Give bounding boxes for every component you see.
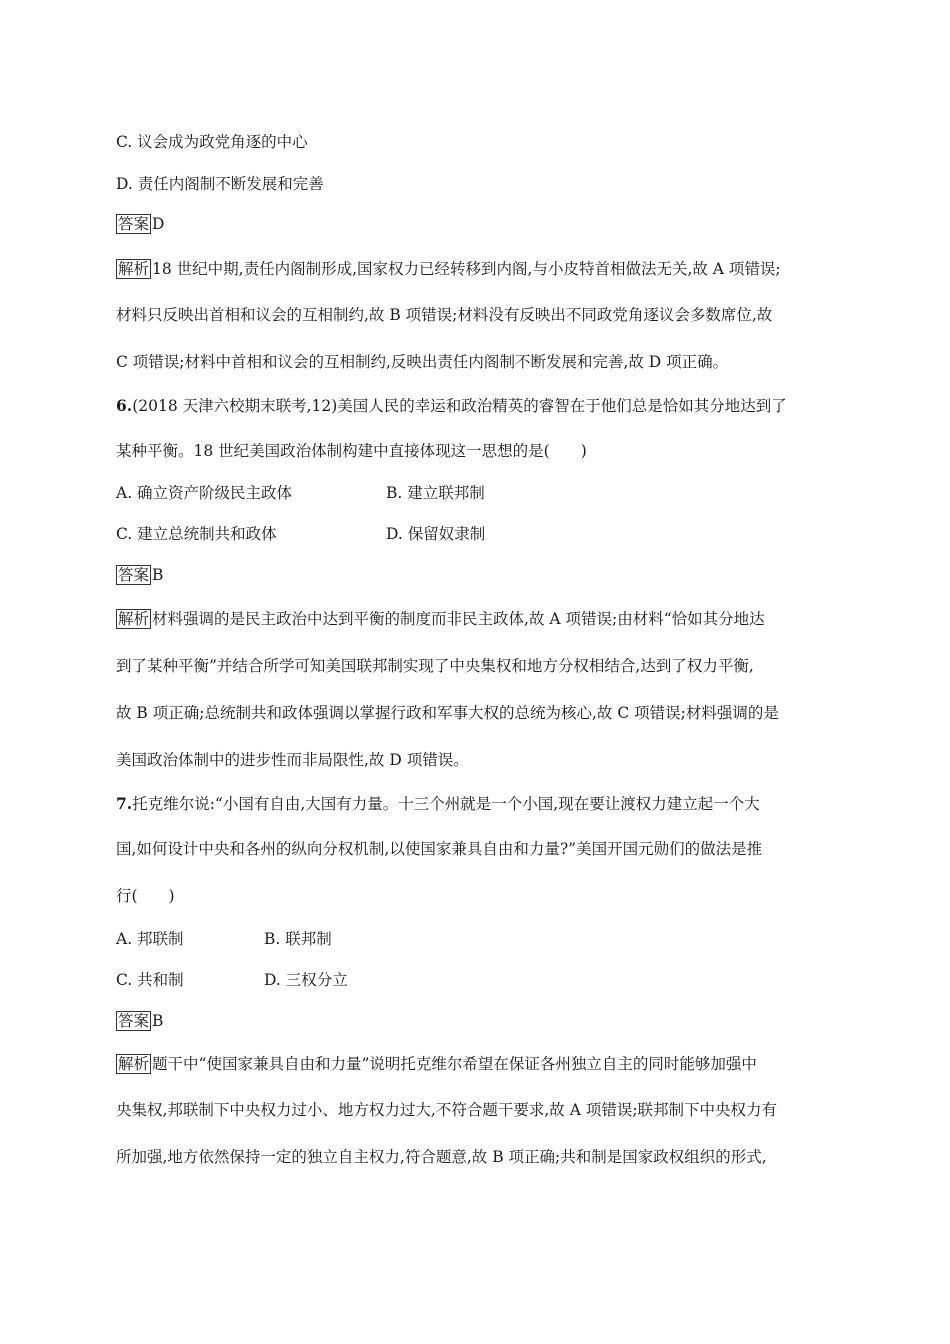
analysis-text: 材料强调的是民主政治中达到平衡的制度而非民主政体,故 A 项错误;由材料“恰如其分地达 xyxy=(152,610,765,628)
q5-answer xyxy=(116,214,164,234)
q7-stem-line-2: 国,如何设计中央和各州的纵向分权机制,以使国家兼具自由和力量?”美国开国元勋们的做法是推 xyxy=(116,840,763,858)
q6-stem-line-2: 某种平衡。18 世纪美国政治体制构建中直接体现这一思想的是( ) xyxy=(116,442,587,460)
answer-value: B xyxy=(152,566,164,584)
q6-option-c: C. 建立总统制共和政体 xyxy=(116,525,277,543)
q5-analysis-line-2: 材料只反映出首相和议会的互相制约,故 B 项错误;材料没有反映出不同政党角逐议会多数席位,故 xyxy=(116,306,773,324)
q6-analysis-line-4: 美国政治体制中的进步性而非局限性,故 D 项错误。 xyxy=(116,751,469,769)
q7-answer xyxy=(116,1011,163,1031)
analysis-text: 题干中“使国家兼具自由和力量”说明托克维尔希望在保证各州独立自主的同时能够加强中 xyxy=(152,1055,757,1073)
q5-analysis-line-1 xyxy=(116,259,781,279)
q7-option-c: C. 共和制 xyxy=(116,971,184,989)
q5-analysis-line-3: C 项错误;材料中首相和议会的互相制约,反映出责任内阁制不断发展和完善,故 D 项正确。 xyxy=(116,353,729,371)
answer-value: B xyxy=(152,1012,164,1030)
q5-option-c: C. 议会成为政党角逐的中心 xyxy=(116,133,308,151)
q6-option-b: B. 建立联邦制 xyxy=(386,484,485,502)
q6-analysis-line-1 xyxy=(116,609,765,629)
answer-value: D xyxy=(152,215,165,233)
question-number: 7. xyxy=(116,794,133,813)
question-number: 6. xyxy=(116,396,133,415)
q6-analysis-line-2: 到了某种平衡”并结合所学可知美国联邦制实现了中央集权和地方分权相结合,达到了权力平衡, xyxy=(116,657,754,675)
q6-analysis-line-3: 故 B 项正确;总统制共和政体强调以掌握行政和军事大权的总统为核心,故 C 项错误;材料强调的是 xyxy=(116,704,779,722)
q7-option-a: A. 邦联制 xyxy=(116,930,184,948)
stem-text: (2018 天津六校期末联考,12)美国人民的幸运和政治精英的睿智在于他们总是恰如其分地达到了 xyxy=(132,397,787,415)
q7-stem-line-3: 行( ) xyxy=(116,887,175,905)
q7-stem-line-1 xyxy=(116,794,760,814)
q7-option-b: B. 联邦制 xyxy=(264,930,332,948)
analysis-tag: 解析 xyxy=(118,610,150,628)
analysis-text: 18 世纪中期,责任内阁制形成,国家权力已经转移到内阁,与小皮特首相做法无关,故 A 项错误; xyxy=(152,260,781,278)
analysis-tag: 解析 xyxy=(118,260,150,278)
stem-text: 托克维尔说:“小国有自由,大国有力量。十三个州就是一个小国,现在要让渡权力建立起一个大 xyxy=(132,795,760,813)
q6-stem-line-1 xyxy=(116,396,787,416)
answer-tag: 答案 xyxy=(118,566,150,584)
q5-option-d: D. 责任内阁制不断发展和完善 xyxy=(116,175,324,193)
q7-analysis-line-2: 央集权,邦联制下中央权力过小、地方权力过大,不符合题干要求,故 A 项错误;联邦制下中央权力有 xyxy=(116,1101,778,1119)
q7-analysis-line-1 xyxy=(116,1054,757,1074)
q7-option-d: D. 三权分立 xyxy=(264,971,348,989)
answer-tag: 答案 xyxy=(118,1012,150,1030)
q6-answer xyxy=(116,565,163,585)
q6-option-d: D. 保留奴隶制 xyxy=(386,525,486,543)
q6-option-a: A. 确立资产阶级民主政体 xyxy=(116,484,293,502)
answer-tag: 答案 xyxy=(118,215,150,233)
analysis-tag: 解析 xyxy=(118,1055,150,1073)
q7-analysis-line-3: 所加强,地方依然保持一定的独立自主权力,符合题意,故 B 项正确;共和制是国家政权组织的形式, xyxy=(116,1148,767,1166)
